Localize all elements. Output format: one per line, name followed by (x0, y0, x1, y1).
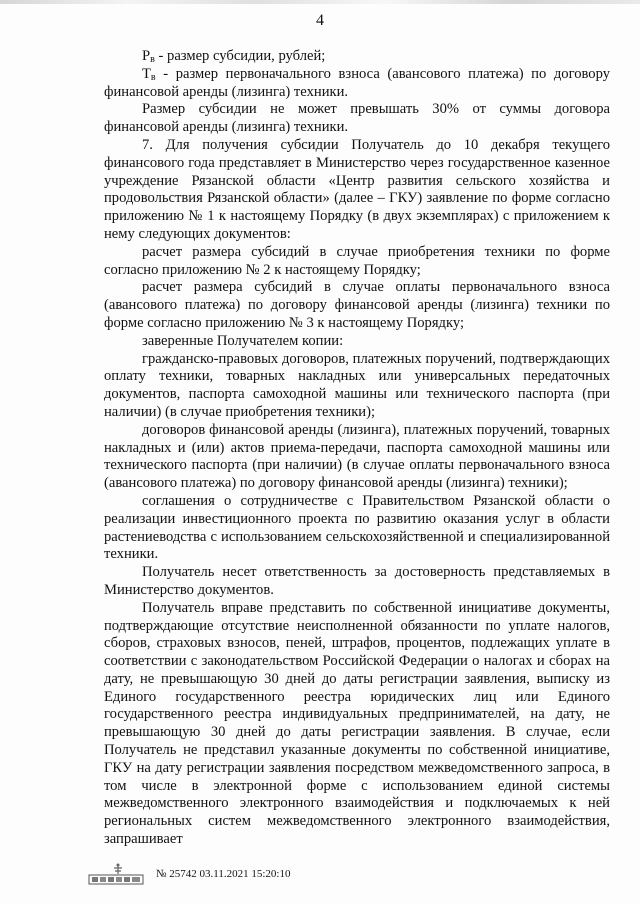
formula-legend-tv (104, 66, 610, 102)
registry-stamp-icon (88, 862, 144, 886)
paragraph: 7. Для получения субсидии Получатель до 10 декабря текущего финансового года представляет в Министерство через государственное казенное учреждение Рязанской области «Центр развития сельского хозяйства и продовольствия Рязанской области» (далее – ГКУ) заявление по форме согласно приложению № 1 к настоящему Порядку (в двух экземплярах) с приложением к нему следующих документов: (104, 136, 610, 242)
var-r-sub: в (150, 54, 155, 65)
page-number: 4 (316, 12, 324, 29)
paragraph: договоров финансовой аренды (лизинга), платежных поручений, товарных накладных и (или) актов приема-передачи, паспорта самоходной машины или технического паспорта (при наличии) (в случае оплаты первоначального взноса (авансового платежа) по договору финансовой аренды (лизинга) техники); (104, 421, 610, 492)
registration-stamp: № 25742 03.11.2021 15:20:10 (156, 868, 291, 880)
paragraph: расчет размера субсидий в случае приобретения техники по форме согласно приложению № 2 к настоящему Порядку; (104, 243, 610, 278)
paragraph: Получатель вправе представить по собственной инициативе документы, подтверждающие отсутствие неисполненной обязанности по уплате налогов, сборов, страховых взносов, пеней, штрафов, процентов, подлежащих уплате в соответствии с законодательством Российской Федерации о налогах и сборах на дату, не превышающую 30 дней до даты регистрации заявления, выписку из Единого государственного реестра юридических лиц или Единого государственного реестра индивидуальных предпринимателей, на дату, не превышающую 30 дней до даты регистрации заявления. В случае, если Получатель не представил указанные документы по собственной инициативе, ГКУ на дату регистрации заявления посредством межведомственного запроса, в том числе в электронной форме с использованием единой системы межведомственного электронного взаимодействия и подключаемых к ней региональных систем межведомственного электронного взаимодействия, запрашивает (104, 599, 610, 848)
footer (88, 862, 488, 890)
paragraph: соглашения о сотрудничестве с Правительством Рязанской области о реализации инвестиционного проекта по развитию оказания услуг в области растениеводства с использованием сельскохозяйственной и специализированной техники. (104, 492, 610, 563)
legend-tv-text: - размер первоначального взноса (авансового платежа) по договору финансовой аренды (лизинга) техники. (104, 65, 610, 100)
scan-edge (0, 0, 640, 4)
document-body (104, 48, 610, 849)
formula-legend-rv (104, 48, 610, 66)
var-t: Т (142, 65, 151, 82)
paragraph: гражданско-правовых договоров, платежных поручений, подтверждающих оплату техники, товарных накладных или универсальных передаточных документов, паспорта самоходной машины или технического паспорта (при наличии) (в случае приобретения техники); (104, 350, 610, 420)
paragraph: Получатель несет ответственность за достоверность представляемых в Министерство документов. (104, 564, 610, 598)
var-r: Р (142, 48, 151, 64)
paragraph: расчет размера субсидий в случае оплаты первоначального взноса (авансового платежа) по договору финансовой аренды (лизинга) техники по форме согласно приложению № 3 к настоящему Порядку; (104, 279, 610, 331)
paragraph: заверенные Получателем копии: (142, 332, 344, 349)
paragraph: Размер субсидии не может превышать 30% от суммы договора финансовой аренды (лизинга) техники. (104, 101, 610, 136)
var-t-sub: в (150, 71, 156, 83)
legend-rv-text: - размер субсидии, рублей; (154, 48, 326, 64)
